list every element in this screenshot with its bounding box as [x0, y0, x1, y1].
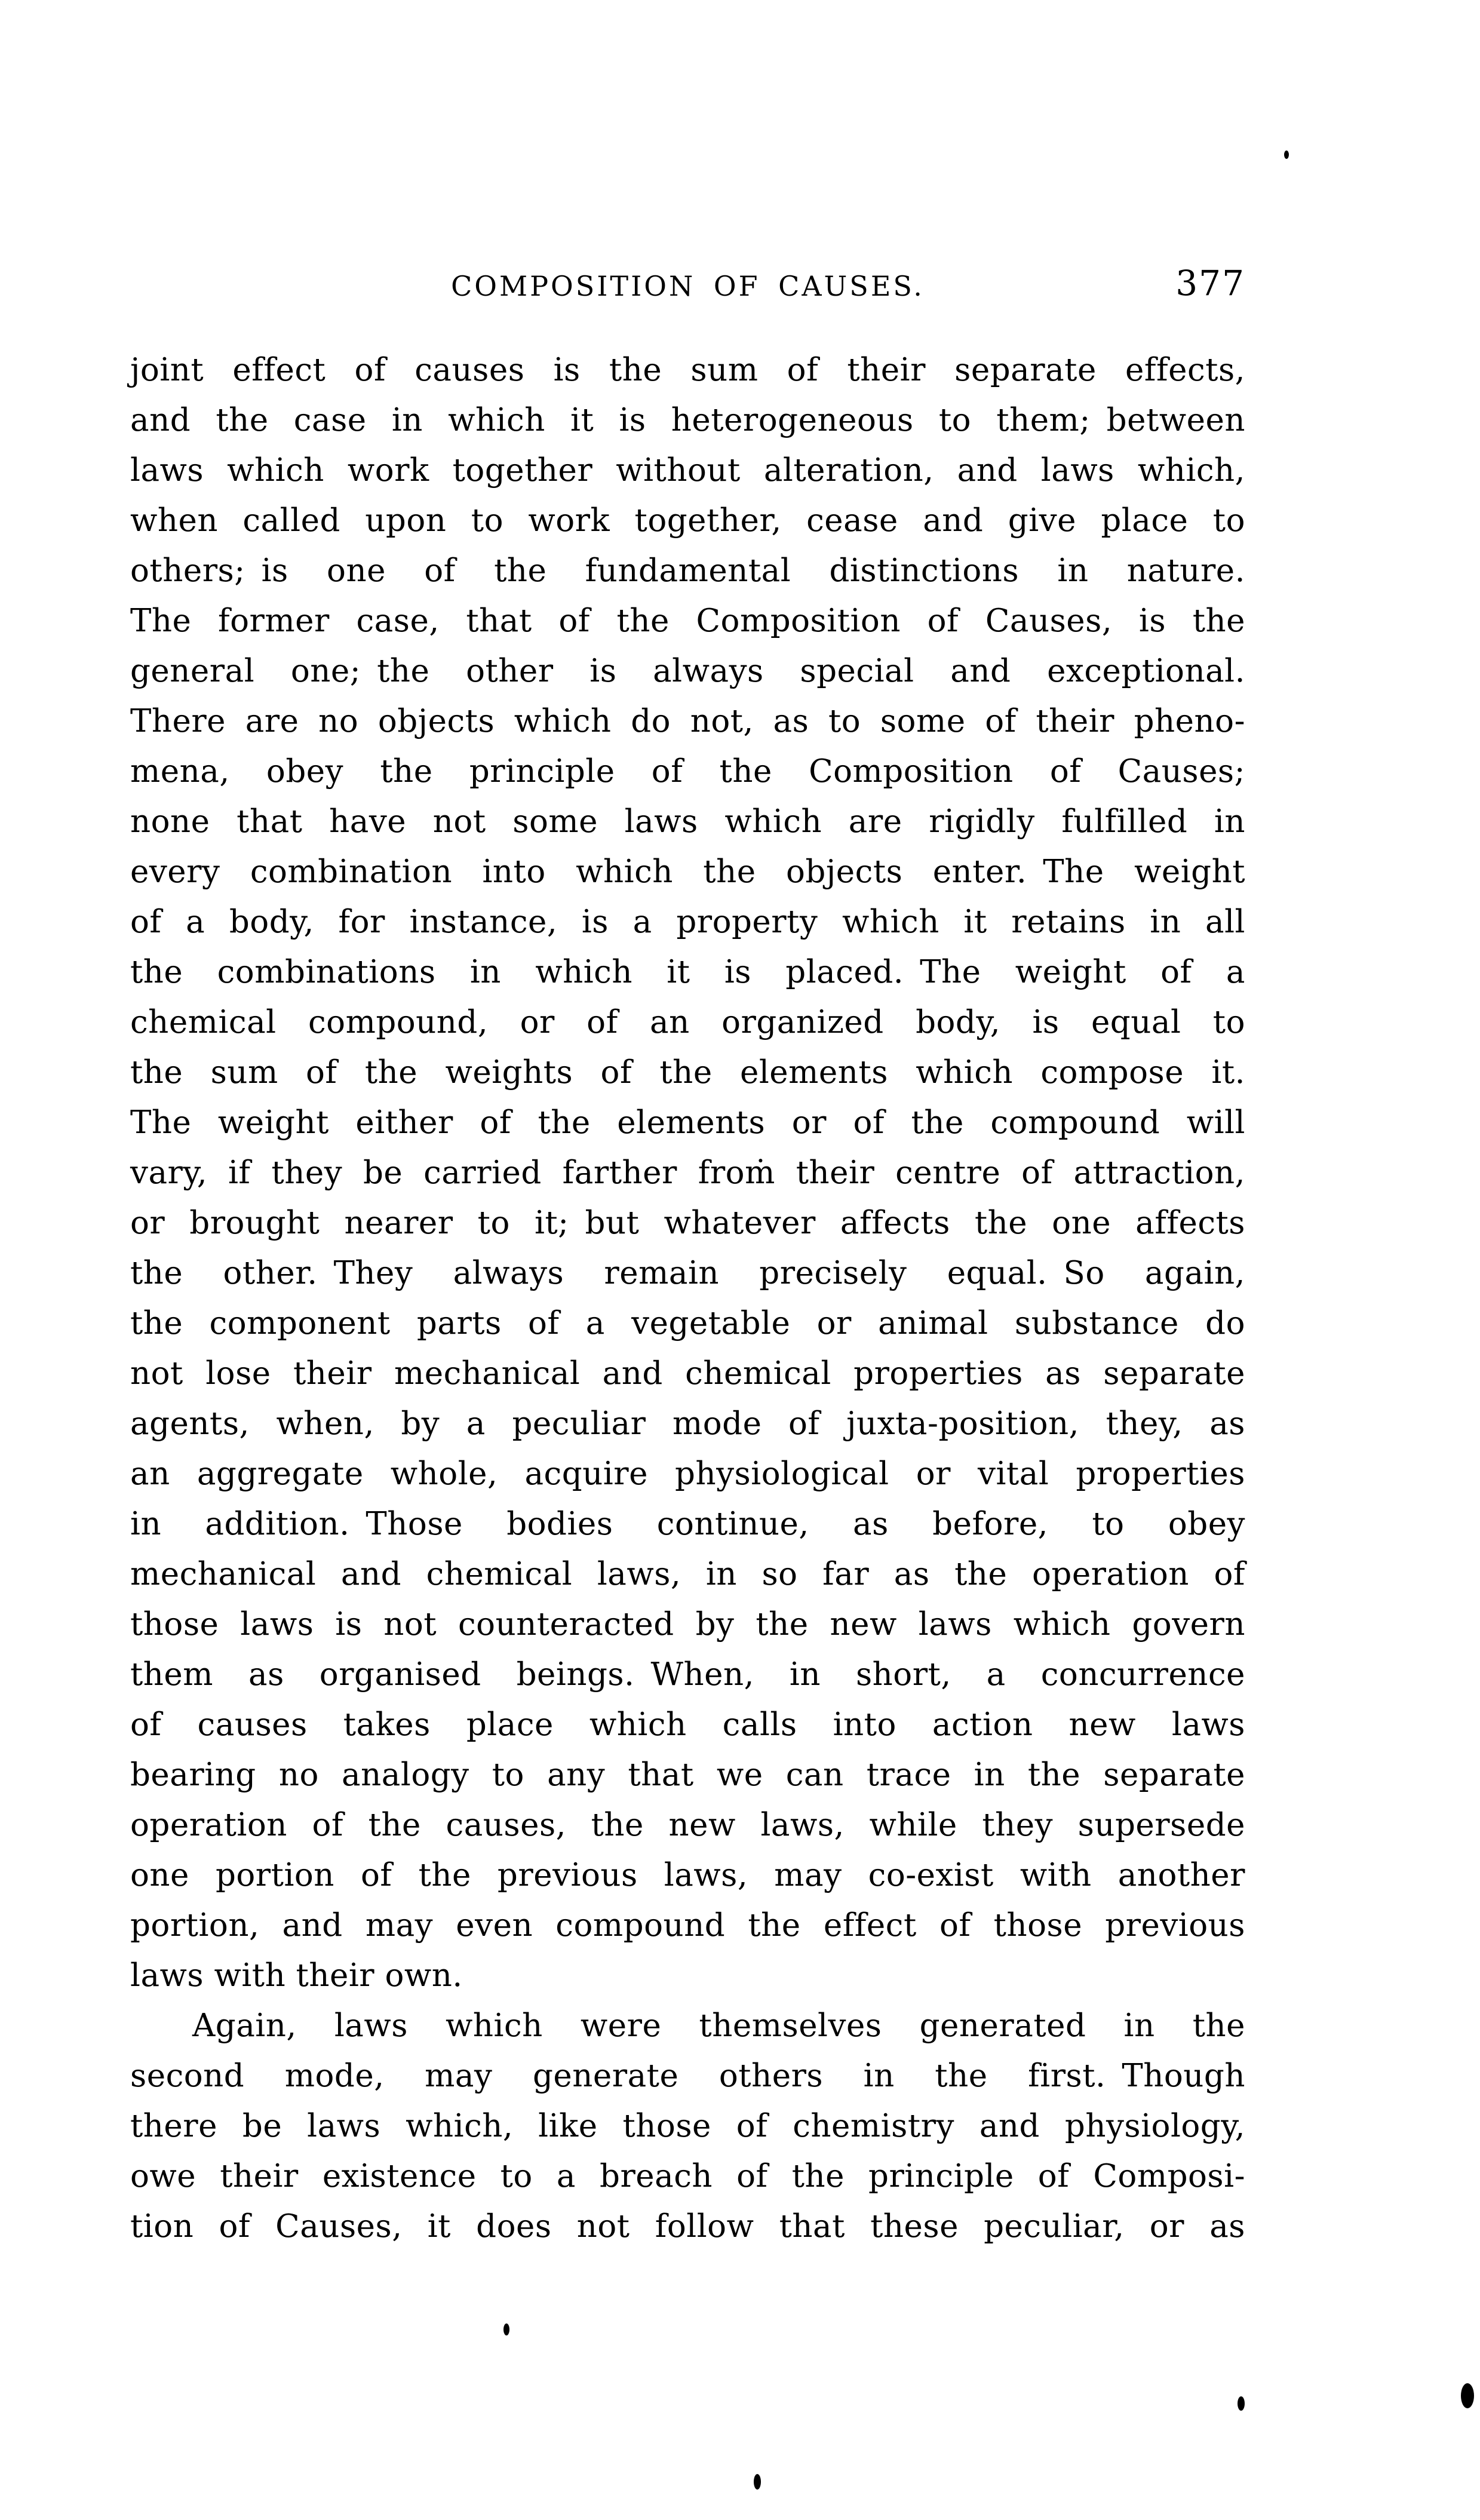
text-line: there be laws which, like those of chemistry and physiology, — [130, 2108, 1245, 2144]
page-number: 377 — [1175, 263, 1245, 303]
text-line: tion of Causes, it does not follow that these peculiar, or as — [130, 2208, 1245, 2245]
text-line: of a body, for instance, is a property which it retains in all — [130, 904, 1245, 940]
text-line: chemical compound, or of an organized body, is equal to — [130, 1004, 1245, 1040]
ink-speck — [503, 2323, 509, 2335]
text-line: the other. They always remain precisely equal. So again, — [130, 1255, 1245, 1291]
text-line: vary, if they be carried farther froṁ their centre of attraction, — [130, 1155, 1245, 1191]
text-line: joint effect of causes is the sum of their separate effects, — [130, 352, 1245, 388]
text-line: agents, when, by a peculiar mode of juxta-position, they, as — [130, 1405, 1245, 1442]
text-line: mena, obey the principle of the Composition of Causes; — [130, 753, 1245, 790]
text-line: portion, and may even compound the effect of those previous — [130, 1907, 1245, 1944]
text-line: of causes takes place which calls into action new laws — [130, 1706, 1245, 1743]
text-line: every combination into which the objects enter. The weight — [130, 854, 1245, 890]
ink-speck — [1461, 2383, 1474, 2408]
ink-speck — [1238, 2396, 1245, 2411]
text-line: the component parts of a vegetable or animal substance do — [130, 1305, 1245, 1342]
ink-speck — [754, 2474, 761, 2490]
text-line: laws with their own. — [130, 1957, 463, 1994]
text-line: others; is one of the fundamental distinctions in nature. — [130, 553, 1245, 589]
text-line: and the case in which it is heterogeneous to them; between — [130, 402, 1245, 438]
text-line: an aggregate whole, acquire physiological or vital properties — [130, 1456, 1245, 1492]
body-text — [130, 345, 1245, 2252]
text-line: the sum of the weights of the elements which compose it. — [130, 1054, 1245, 1091]
text-line: none that have not some laws which are rigidly fulfilled in — [130, 803, 1245, 840]
text-line: second mode, may generate others in the first. Though — [130, 2058, 1245, 2094]
text-line: general one; the other is always special and exceptional. — [130, 653, 1245, 689]
text-line: The weight either of the elements or of the compound will — [130, 1104, 1245, 1141]
text-line: laws which work together without alteration, and laws which, — [130, 452, 1245, 489]
text-line: operation of the causes, the new laws, while they supersede — [130, 1807, 1245, 1843]
running-title: COMPOSITION OF CAUSES. — [451, 270, 925, 302]
text-line: the combinations in which it is placed. The weight of a — [130, 954, 1245, 990]
text-line: There are no objects which do not, as to some of their pheno- — [130, 703, 1245, 739]
text-line: in addition. Those bodies continue, as before, to obey — [130, 1506, 1245, 1542]
text-line: one portion of the previous laws, may co-exist with another — [130, 1857, 1245, 1893]
text-line: The former case, that of the Composition of Causes, is the — [130, 603, 1245, 639]
ink-speck — [1284, 151, 1289, 159]
text-line: bearing no analogy to any that we can trace in the separate — [130, 1757, 1245, 1793]
text-line: Again, laws which were themselves generated in the — [192, 2008, 1245, 2044]
text-line: them as organised beings. When, in short, a concurrence — [130, 1656, 1245, 1693]
text-line: or brought nearer to it; but whatever affects the one affects — [130, 1205, 1245, 1241]
text-line: not lose their mechanical and chemical properties as separate — [130, 1355, 1245, 1392]
text-line: when called upon to work together, cease and give place to — [130, 502, 1245, 539]
page-header — [130, 263, 1245, 312]
text-line: owe their existence to a breach of the principle of Composi- — [130, 2158, 1245, 2194]
text-line: those laws is not counteracted by the new laws which govern — [130, 1606, 1245, 1643]
text-line: mechanical and chemical laws, in so far as the operation of — [130, 1556, 1245, 1592]
